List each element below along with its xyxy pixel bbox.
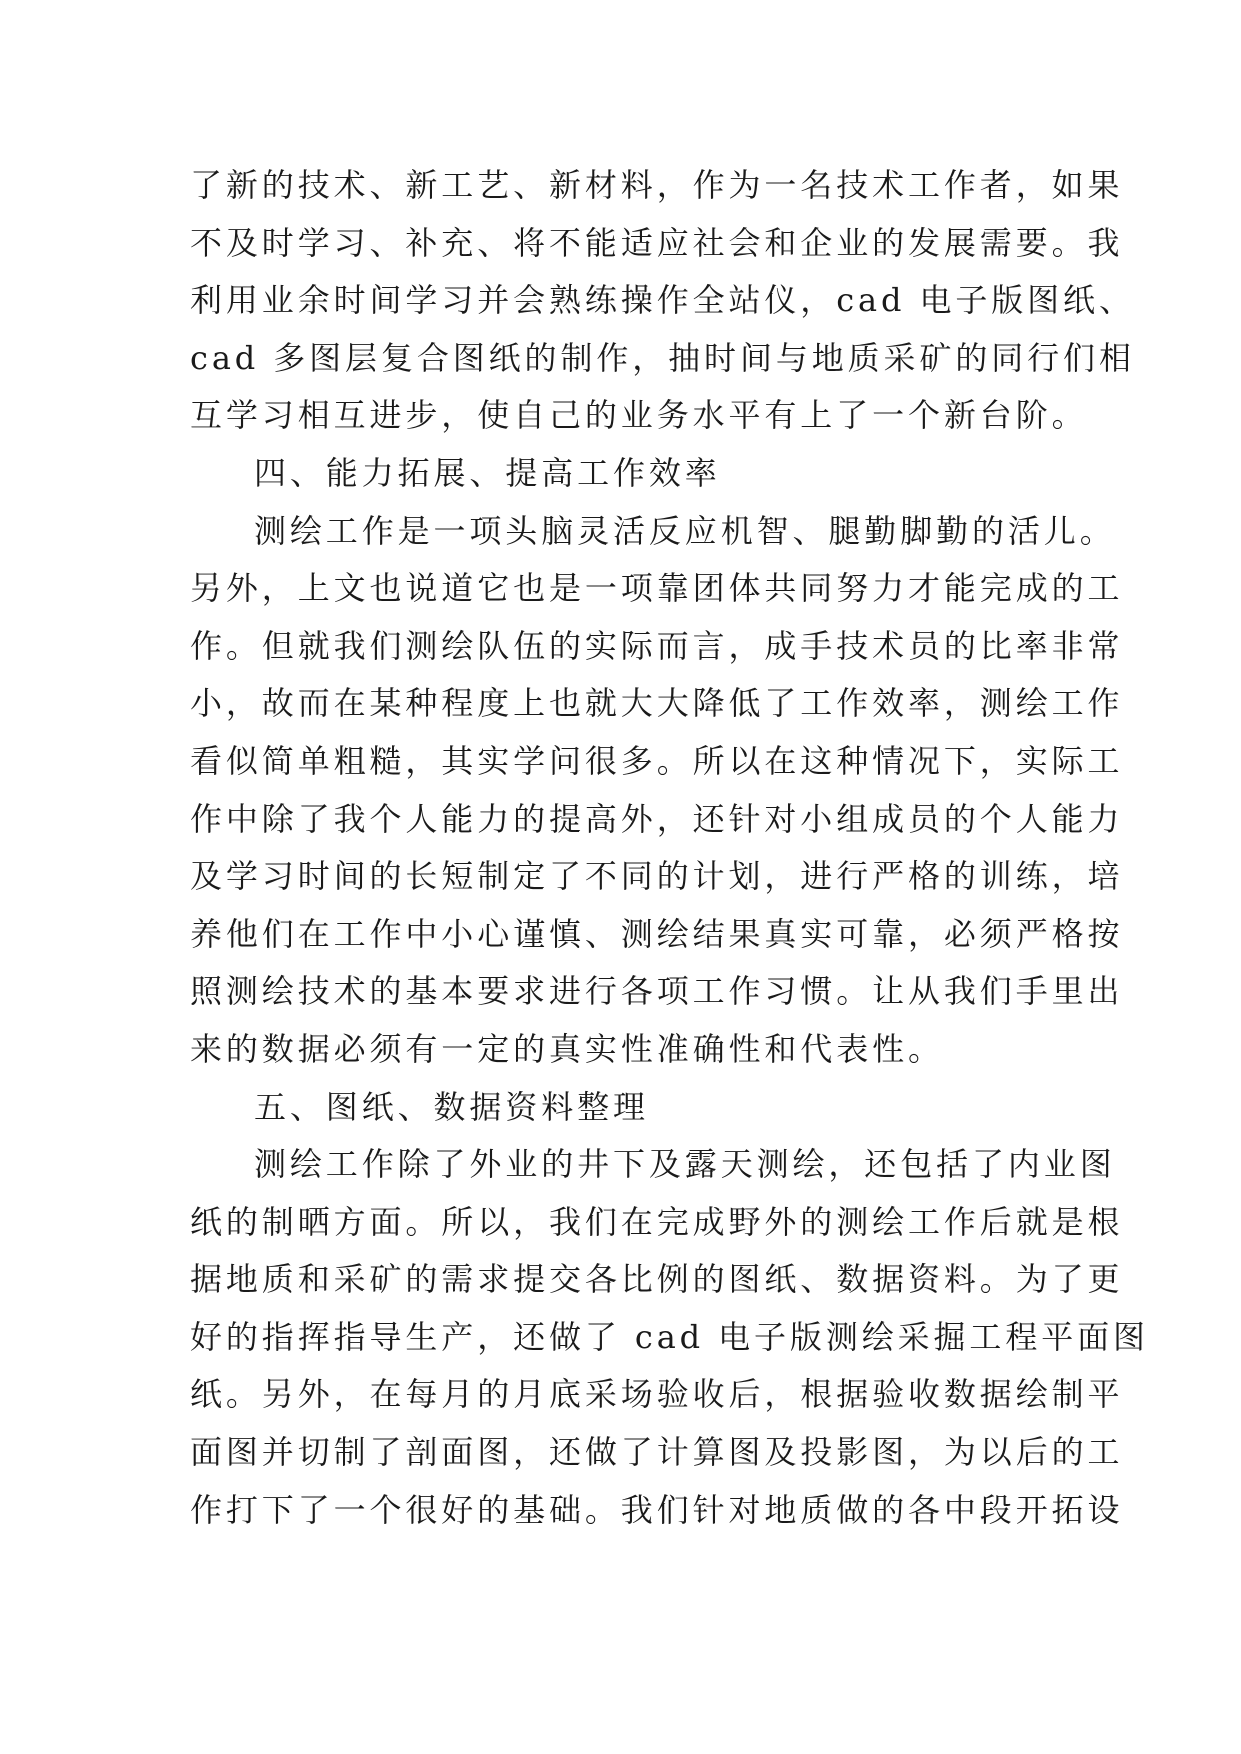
text-line: 五、图纸、数据资料整理 bbox=[254, 1087, 649, 1126]
text-line: 作打下了一个很好的基础。我们针对地质做的各中段开拓设 bbox=[190, 1490, 1124, 1529]
text-line: 测绘工作除了外业的井下及露天测绘，还包括了内业图 bbox=[254, 1145, 1116, 1184]
text-line: 利用业余时间学习并会熟练操作全站仪，cad 电子版图纸、 bbox=[190, 281, 1135, 320]
text-line: 养他们在工作中小心谨慎、测绘结果真实可靠，必须严格按 bbox=[190, 914, 1124, 953]
text-line: 互学习相互进步，使自己的业务水平有上了一个新台阶。 bbox=[190, 396, 1088, 435]
body-text bbox=[190, 157, 1149, 1539]
text-line: 据地质和采矿的需求提交各比例的图纸、数据资料。为了更 bbox=[190, 1260, 1124, 1299]
text-line: 四、能力拓展、提高工作效率 bbox=[254, 453, 721, 492]
text-line: 纸。另外，在每月的月底采场验收后，根据验收数据绘制平 bbox=[190, 1375, 1124, 1414]
text-line: 了新的技术、新工艺、新材料，作为一名技术工作者，如果 bbox=[190, 166, 1124, 204]
text-line: 测绘工作是一项头脑灵活反应机智、腿勤脚勤的活儿。 bbox=[254, 511, 1116, 550]
text-line: 看似简单粗糙，其实学问很多。所以在这种情况下，实际工 bbox=[190, 741, 1124, 780]
text-line: 来的数据必须有一定的真实性准确性和代表性。 bbox=[190, 1029, 944, 1068]
text-line: 及学习时间的长短制定了不同的计划，进行严格的训练，培 bbox=[190, 857, 1124, 896]
text-line: 好的指挥指导生产，还做了 cad 电子版测绘采掘工程平面图 bbox=[190, 1317, 1149, 1356]
text-line: 纸的制晒方面。所以，我们在完成野外的测绘工作后就是根 bbox=[190, 1202, 1124, 1241]
text-line: 作。但就我们测绘队伍的实际而言，成手技术员的比率非常 bbox=[190, 626, 1124, 665]
text-line: cad 多图层复合图纸的制作，抽时间与地质采矿的同行们相 bbox=[190, 338, 1135, 377]
text-line: 照测绘技术的基本要求进行各项工作习惯。让从我们手里出 bbox=[190, 972, 1124, 1011]
text-line: 小，故而在某种程度上也就大大降低了工作效率，测绘工作 bbox=[190, 684, 1124, 723]
text-line: 另外，上文也说道它也是一项靠团体共同努力才能完成的工 bbox=[190, 569, 1124, 608]
text-line: 作中除了我个人能力的提高外，还针对小组成员的个人能力 bbox=[190, 799, 1124, 838]
text-line: 不及时学习、补充、将不能适应社会和企业的发展需要。我 bbox=[190, 223, 1124, 262]
text-line: 面图并切制了剖面图，还做了计算图及投影图，为以后的工 bbox=[190, 1433, 1124, 1472]
